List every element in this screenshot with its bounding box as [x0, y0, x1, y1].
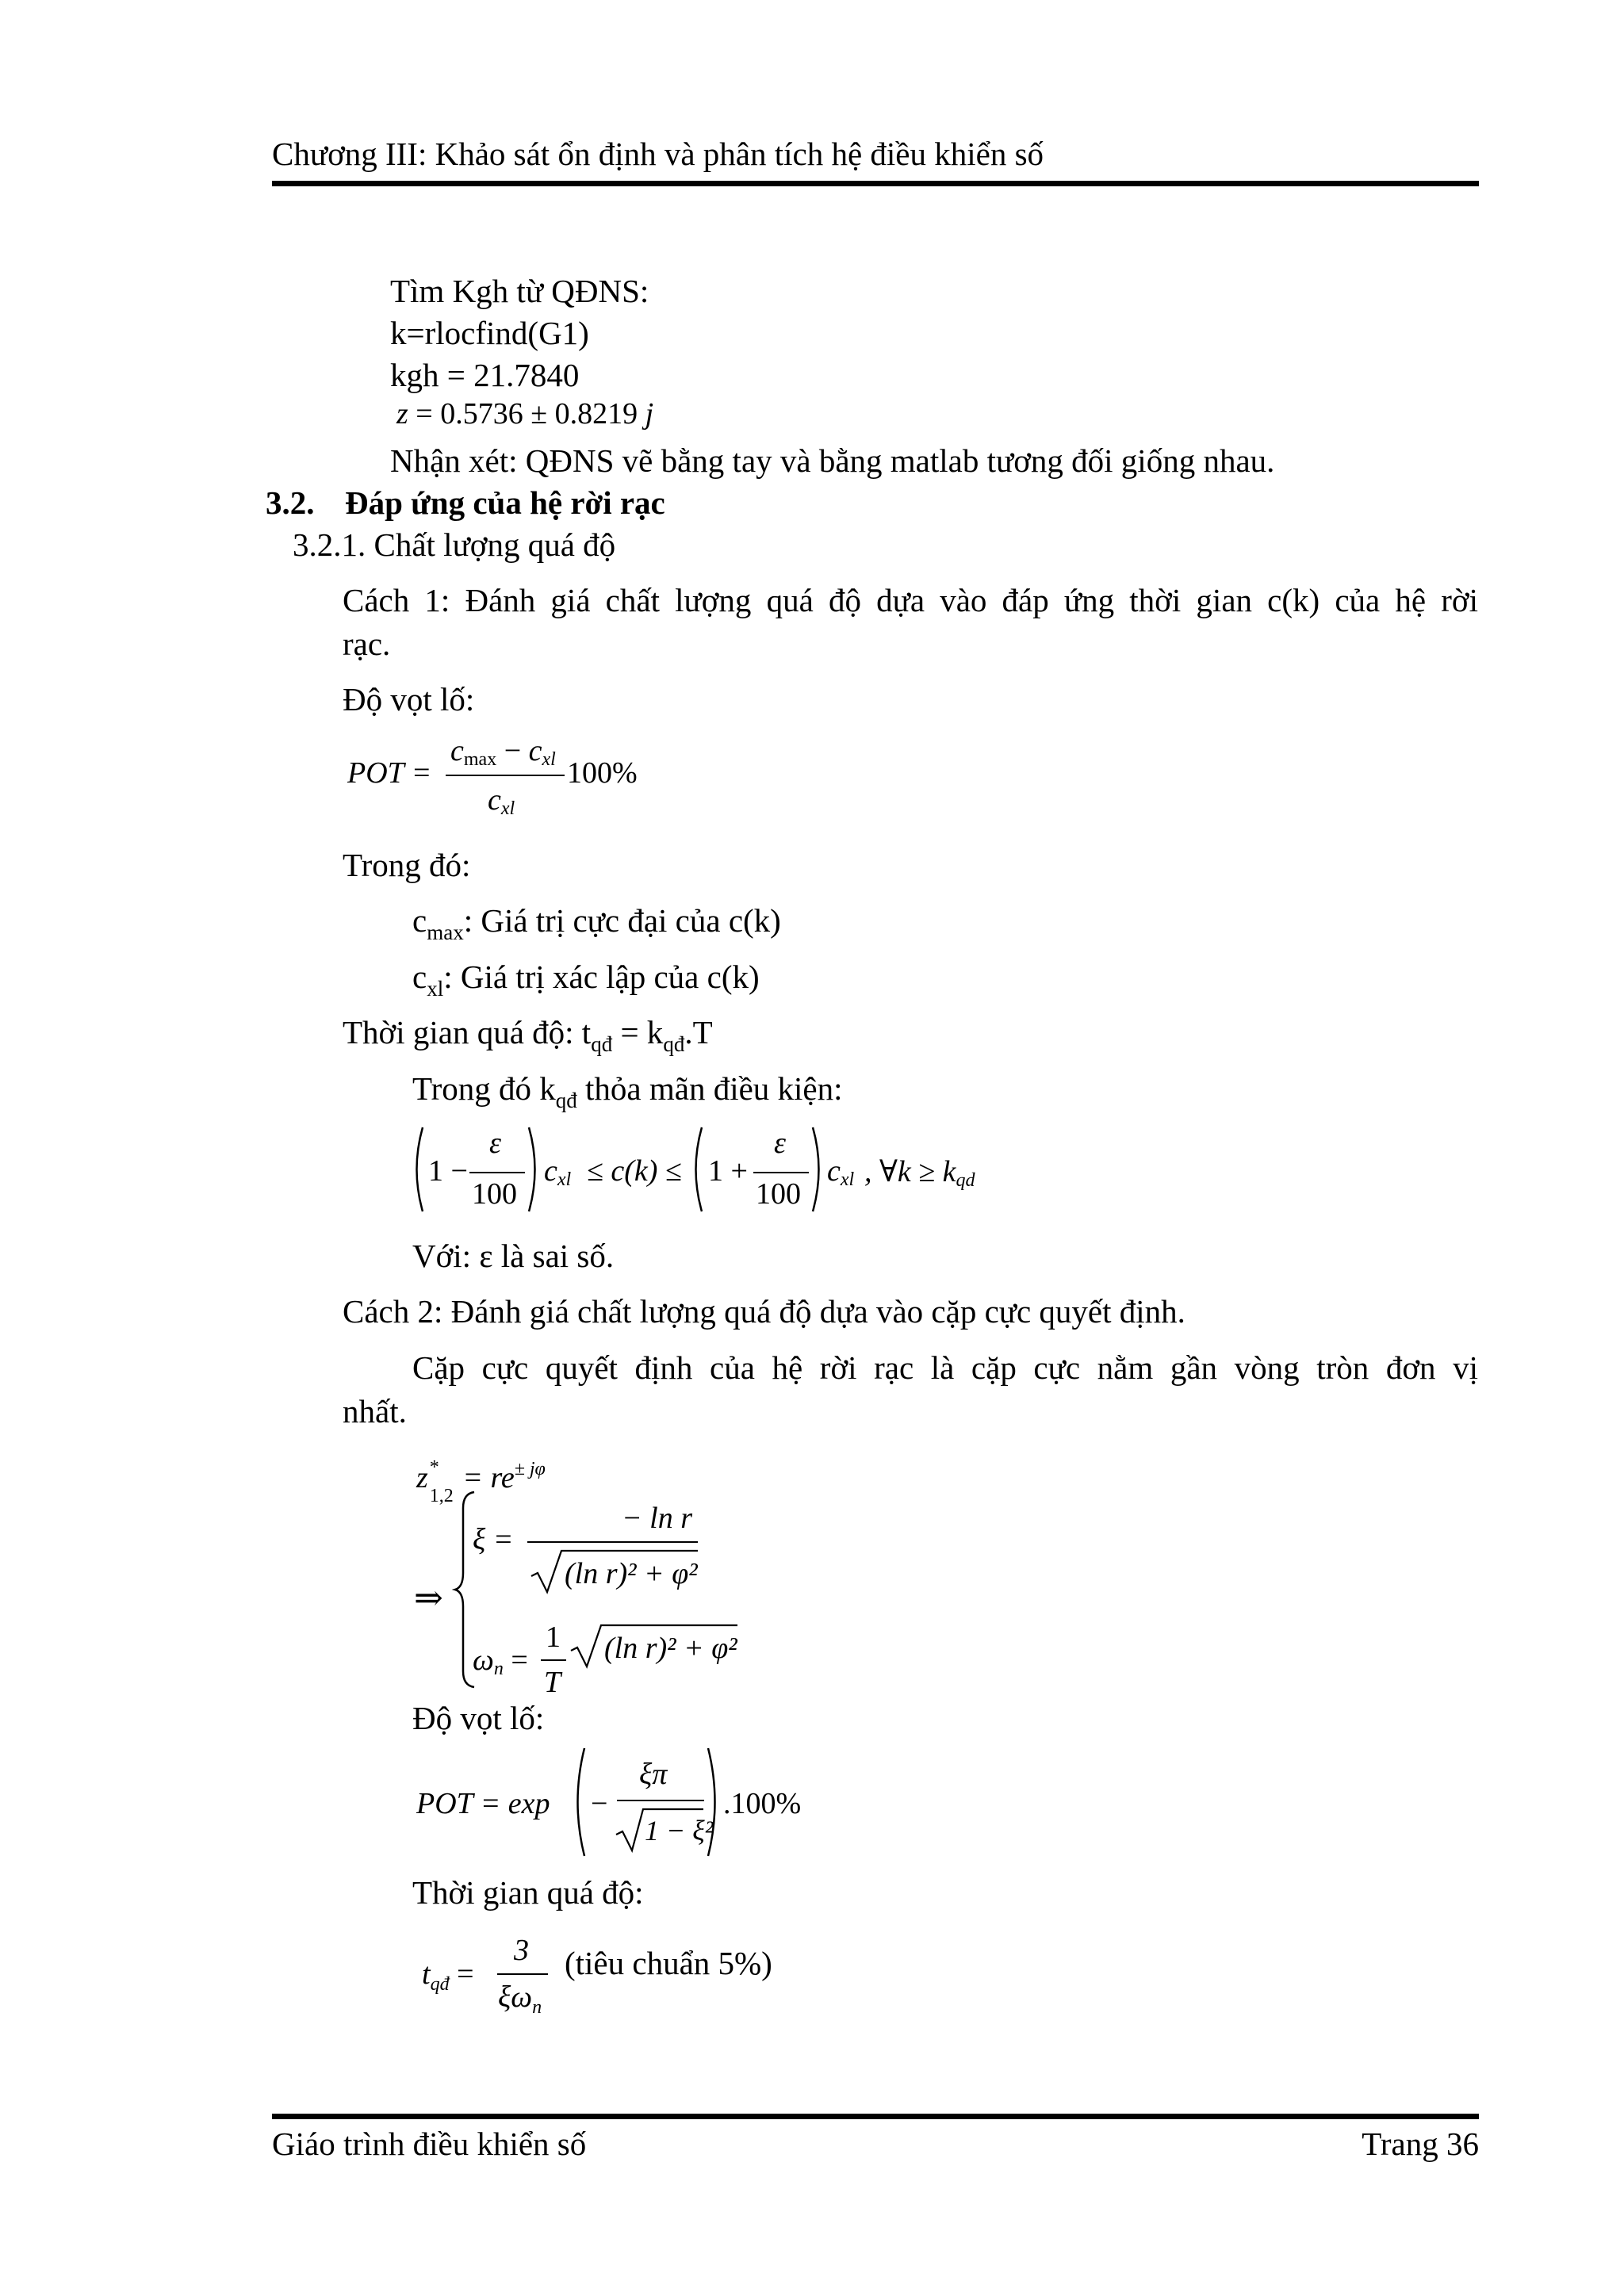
rlocfind-line: k=rlocfind(G1)	[390, 315, 589, 351]
footer-rule	[272, 2114, 1479, 2119]
z12-exponent: ± jφ	[514, 1459, 546, 1479]
pot1-numerator	[450, 733, 556, 771]
pot2-minus: −	[591, 1787, 608, 1820]
section-number: 3.2.	[266, 484, 315, 521]
xi-lhs: ξ =	[473, 1523, 514, 1556]
method1-line-b: rạc.	[343, 626, 391, 662]
where-label: Trong đó:	[343, 847, 471, 883]
qd-subscript: qđ	[555, 1089, 577, 1112]
ineq-forall	[864, 1154, 975, 1192]
wn-T: T	[544, 1666, 561, 1699]
condition-text: Trong đó k	[412, 1070, 556, 1107]
z12-subscript: 1,2	[429, 1486, 454, 1506]
pot2-lhs-text: POT = exp	[416, 1787, 550, 1820]
footer-page-number: Trang 36	[1362, 2126, 1479, 2162]
epsilon-note: Với: ε là sai số.	[412, 1238, 615, 1274]
wn-one: 1	[546, 1621, 561, 1654]
ineq-eps-2: ε	[774, 1127, 786, 1160]
settling-text: = k	[612, 1014, 664, 1050]
xl-subscript: xl	[557, 1169, 572, 1190]
xi-denominator-text: (ln r)² + φ²	[565, 1557, 698, 1590]
ineq-paren-left-2	[688, 1126, 704, 1213]
header-rule	[272, 181, 1479, 186]
z-symbol: z	[416, 1461, 428, 1494]
wn-radicand	[604, 1631, 737, 1666]
ineq-frac-bar-1	[469, 1172, 525, 1173]
footer-left: Giáo trình điều khiển số	[272, 2126, 587, 2162]
tqd-fraction-bar	[497, 1973, 548, 1975]
pot2-paren-right	[706, 1747, 723, 1858]
ineq-one-minus: 1 −	[428, 1154, 468, 1188]
z-value: = 0.5736 ± 0.8219	[416, 397, 638, 430]
ineq-paren-left-1	[409, 1126, 425, 1213]
ineq-paren-right-2	[810, 1126, 826, 1213]
pot2-lhs	[416, 1786, 550, 1821]
settling-text: .T	[684, 1014, 713, 1050]
ineq-one-plus: 1 +	[708, 1154, 748, 1188]
overshoot-label-2: Độ vọt lố:	[412, 1700, 545, 1736]
c-symbol: c	[412, 959, 427, 995]
wn-radicand-text: (ln r)² + φ²	[604, 1632, 737, 1665]
n-subscript: n	[532, 1997, 542, 2018]
implies-arrow: ⇒	[414, 1578, 443, 1617]
ineq-paren-right-1	[527, 1126, 542, 1213]
c-symbol: c	[827, 1154, 841, 1188]
xl-subscript: xl	[542, 749, 556, 770]
equals-sign: =	[511, 1644, 528, 1677]
xi-numerator	[622, 1501, 692, 1536]
pot2-denominator: 1 − ξ²	[645, 1815, 714, 1846]
method2-line: Cách 2: Đánh giá chất lượng quá độ dựa vào cặp cực quyết định.	[343, 1293, 1185, 1330]
remark-line: Nhận xét: QĐNS vẽ bằng tay và bằng matlab tương đối giống nhau.	[390, 442, 1275, 479]
ineq-100-b: 100	[756, 1177, 801, 1211]
cxl-description: : Giá trị xác lập của c(k)	[443, 959, 760, 995]
n-subscript: n	[493, 1659, 504, 1679]
ineq-middle: ≤ c(k) ≤	[587, 1154, 682, 1188]
pot2-numerator: ξπ	[639, 1758, 668, 1791]
pot1-fraction-bar	[446, 775, 565, 776]
forall-text: , ∀k ≥ k	[864, 1155, 956, 1188]
settling-time-def	[343, 1013, 713, 1057]
subsection-title: 3.2.1. Chất lượng quá độ	[293, 526, 616, 563]
qd-subscript: qd	[956, 1170, 975, 1191]
pot2-percent: .100%	[723, 1787, 802, 1820]
tqd-denominator	[498, 1980, 542, 2019]
condition-text: thỏa mãn điều kiện:	[576, 1070, 843, 1107]
section-title: Đáp ứng của hệ rời rạc	[345, 484, 665, 521]
pot1-denominator	[488, 783, 515, 820]
pot2-paren-left	[569, 1747, 587, 1858]
cmax-description: : Giá trị cực đại của c(k)	[463, 902, 781, 939]
xl-subscript: xl	[500, 798, 515, 819]
xi-denominator	[565, 1556, 698, 1591]
equals-sign: =	[457, 1957, 474, 1991]
kqd-condition	[412, 1070, 843, 1113]
tqd-numerator: 3	[514, 1934, 529, 1967]
xi-omega: ξω	[498, 1980, 533, 2014]
dominant-pole-line-a: Cặp cực quyết định của hệ rời rạc là cặp cực nằm gần vòng tròn đơn vị	[412, 1349, 1478, 1386]
ineq-cxl-2	[827, 1154, 854, 1191]
wn-fraction-bar	[541, 1659, 566, 1661]
c-symbol: c	[544, 1154, 557, 1188]
max-subscript: max	[427, 920, 464, 944]
c-symbol: c	[412, 902, 427, 939]
settling-text: Thời gian quá độ: t	[343, 1014, 592, 1050]
cmax-definition	[412, 901, 781, 945]
max-subscript: max	[463, 749, 497, 770]
z12-rhs: = re	[462, 1461, 515, 1494]
c-symbol: c	[528, 734, 542, 767]
overshoot-label-1: Độ vọt lố:	[343, 681, 475, 718]
xl-subscript: xl	[427, 977, 444, 1001]
omega-symbol: ω	[473, 1644, 494, 1677]
z-value-line	[396, 396, 653, 431]
xi-fraction-bar	[527, 1541, 698, 1543]
pot1-percent: 100%	[567, 756, 638, 790]
j-symbol: j	[645, 397, 654, 430]
method1-line-a: Cách 1: Đánh giá chất lượng quá độ dựa vào đáp ứng thời gian c(k) của hệ rời	[343, 582, 1478, 618]
tqd-note: (tiêu chuẩn 5%)	[565, 1945, 772, 1981]
z12-formula	[416, 1457, 546, 1506]
qd-subscript: qđ	[591, 1032, 613, 1056]
ineq-frac-bar-2	[753, 1172, 809, 1173]
xi-numerator-text: − ln r	[622, 1502, 692, 1535]
c-symbol: c	[450, 734, 464, 767]
settling-label-2: Thời gian quá độ:	[412, 1874, 644, 1911]
star-superscript: *	[429, 1457, 439, 1478]
pot2-fraction-bar	[617, 1800, 704, 1801]
pot1-lhs: POT =	[347, 756, 432, 790]
cxl-definition	[412, 958, 760, 1001]
kgh-value-line: kgh = 21.7840	[390, 357, 580, 393]
wn-lhs	[473, 1643, 528, 1680]
xl-subscript: xl	[840, 1169, 855, 1190]
c-symbol: c	[488, 783, 501, 817]
tqd-lhs	[422, 1957, 474, 1996]
dominant-pole-line-b: nhất.	[343, 1393, 407, 1429]
minus-sign: −	[496, 734, 529, 767]
ineq-cxl	[544, 1154, 571, 1191]
qd-subscript: qđ	[663, 1032, 685, 1056]
t-symbol: t	[422, 1957, 431, 1991]
page-header-title: Chương III: Khảo sát ổn định và phân tích hệ điều khiển số	[272, 136, 1044, 172]
find-kgh-line: Tìm Kgh từ QĐNS:	[390, 273, 649, 309]
qd-subscript: qđ	[430, 1974, 450, 1995]
ineq-eps: ε	[489, 1127, 501, 1160]
ineq-100: 100	[472, 1177, 517, 1211]
z-symbol: z	[396, 397, 408, 430]
